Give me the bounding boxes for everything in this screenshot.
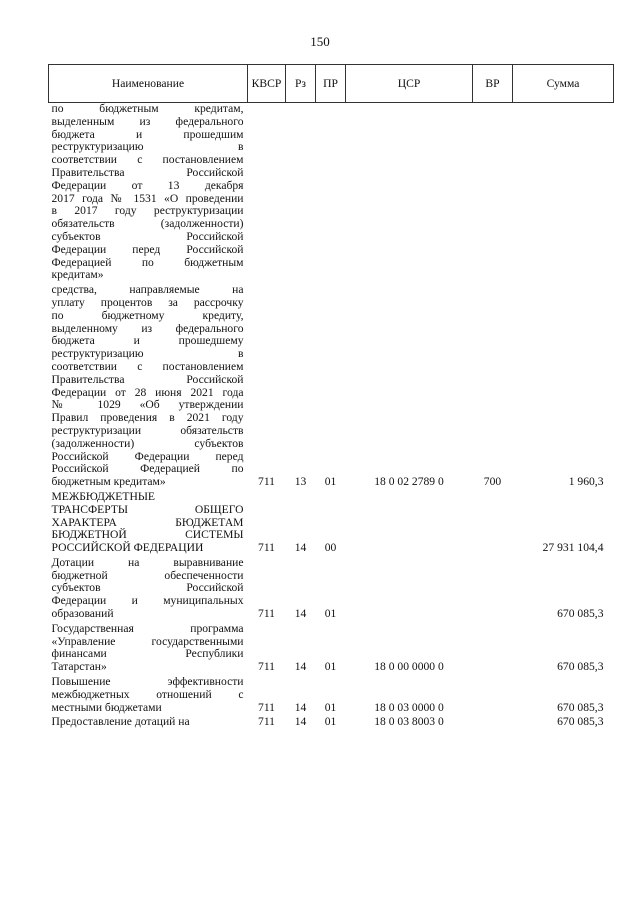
budget-table <box>48 64 614 731</box>
name-line: Российской Федерации перед <box>51 449 244 463</box>
name-line: 2017 года № 1531 «О проведении <box>51 191 244 205</box>
name-line: реструктуризацию в <box>51 347 244 361</box>
name-line: (задолженности) субъектов <box>51 436 244 450</box>
rz-cell: 14 <box>294 660 307 674</box>
kvsr-cell: 711 <box>258 715 275 729</box>
row-name <box>49 716 248 731</box>
name-line: Правительства Российской <box>51 372 244 386</box>
sum-cell: 670 085,3 <box>557 660 604 674</box>
page-number: 150 <box>310 34 330 49</box>
name-line: уплату процентов за рассрочку <box>51 295 244 309</box>
header-csr: ЦСР <box>346 65 473 103</box>
vr-cell <box>473 676 513 716</box>
vr-cell: 700 <box>483 475 502 489</box>
name-line: бюджета и прошедшему <box>51 334 244 348</box>
table-row <box>49 676 614 716</box>
name-line: РОССИЙСКОЙ ФЕДЕРАЦИИ <box>51 541 204 555</box>
csr-cell <box>346 491 473 557</box>
name-line: Федерации и муниципальных <box>51 594 244 608</box>
pr-cell: 01 <box>324 700 337 714</box>
name-line: Правил проведения в 2021 году <box>51 411 244 425</box>
table-row <box>49 284 614 491</box>
sum-cell: 670 085,3 <box>557 700 604 714</box>
kvsr-cell: 711 <box>258 475 275 489</box>
row-name <box>49 284 248 491</box>
name-line: обязательств (задолженности) <box>51 217 244 231</box>
vr-cell <box>473 623 513 676</box>
table-header-row <box>49 65 614 103</box>
name-line: по бюджетному кредиту, <box>51 308 244 322</box>
csr-cell: 18 0 02 2789 0 <box>374 475 444 489</box>
name-line: реструктуризацию в <box>51 140 244 154</box>
csr-cell <box>346 103 473 285</box>
name-line: БЮДЖЕТНОЙ СИСТЕМЫ <box>51 528 244 542</box>
pr-cell: 01 <box>324 660 337 674</box>
pr-cell <box>316 103 346 285</box>
name-line: МЕЖБЮДЖЕТНЫЕ <box>51 489 156 503</box>
vr-cell <box>473 103 513 285</box>
name-line: Федерации от 13 декабря <box>51 178 244 192</box>
name-line: ХАРАКТЕРА БЮДЖЕТАМ <box>51 515 244 529</box>
csr-cell <box>346 557 473 623</box>
pr-cell: 01 <box>324 715 337 729</box>
row-name <box>49 103 248 285</box>
name-line: Федерации перед Российской <box>51 242 244 256</box>
name-line: Дотации на выравнивание <box>51 555 244 569</box>
name-line: финансами Республики <box>51 647 244 661</box>
name-line: кредитам» <box>51 268 104 282</box>
sum-cell: 1 960,3 <box>568 475 604 489</box>
name-line: соответствии с постановлением <box>51 153 244 167</box>
name-line: Повышение эффективности <box>51 675 244 689</box>
csr-cell: 18 0 03 0000 0 <box>374 700 444 714</box>
name-line: бюджета и прошедшим <box>51 127 244 141</box>
row-name <box>49 623 248 676</box>
header-rz: Рз <box>286 65 316 103</box>
pr-cell: 01 <box>324 475 337 489</box>
header-name: Наименование <box>49 65 248 103</box>
rz-cell <box>286 103 316 285</box>
name-line: Предоставление дотаций на <box>51 715 190 729</box>
kvsr-cell <box>248 103 286 285</box>
name-line: выделенному из федерального <box>51 321 244 335</box>
name-line: Российской Федерацией по <box>51 462 244 476</box>
name-line: Федерацией по бюджетным <box>51 255 244 269</box>
row-name <box>49 491 248 557</box>
name-line: в 2017 году реструктуризации <box>51 204 244 218</box>
rz-cell: 13 <box>294 475 307 489</box>
rz-cell: 14 <box>294 607 307 621</box>
name-line: образований <box>51 607 114 621</box>
name-line: реструктуризации обязательств <box>51 423 244 437</box>
name-line: Правительства Российской <box>51 165 244 179</box>
name-line: «Управление государственными <box>51 634 244 648</box>
table-row <box>49 623 614 676</box>
header-pr: ПР <box>316 65 346 103</box>
rz-cell: 14 <box>294 700 307 714</box>
row-name <box>49 557 248 623</box>
vr-cell <box>473 557 513 623</box>
name-line: субъектов Российской <box>51 581 244 595</box>
sum-cell: 670 085,3 <box>557 715 604 729</box>
kvsr-cell: 711 <box>258 607 275 621</box>
table-row <box>49 103 614 285</box>
header-kvsr: КВСР <box>248 65 286 103</box>
sum-cell: 27 931 104,4 <box>542 541 604 555</box>
name-line: средства, направляемые на <box>51 283 244 297</box>
vr-cell <box>473 716 513 731</box>
table-row <box>49 557 614 623</box>
name-line: Государственная программа <box>51 621 244 635</box>
rz-cell: 14 <box>294 715 307 729</box>
sum-cell <box>513 103 614 285</box>
kvsr-cell: 711 <box>258 700 275 714</box>
kvsr-cell: 711 <box>258 541 275 555</box>
csr-cell: 18 0 03 8003 0 <box>374 715 444 729</box>
rz-cell: 14 <box>294 541 307 555</box>
header-sum: Сумма <box>513 65 614 103</box>
name-line: субъектов Российской <box>51 229 244 243</box>
name-line: соответствии с постановлением <box>51 359 244 373</box>
name-line: бюджетным кредитам» <box>51 475 166 489</box>
name-line: по бюджетным кредитам, <box>51 102 244 115</box>
name-line: местными бюджетами <box>51 700 162 714</box>
name-line: ТРАНСФЕРТЫ ОБЩЕГО <box>51 502 244 516</box>
header-vr: ВР <box>473 65 513 103</box>
name-line: Федерации от 28 июня 2021 года <box>51 385 244 399</box>
name-line: бюджетной обеспеченности <box>51 568 244 582</box>
name-line: Татарстан» <box>51 660 107 674</box>
pr-cell: 01 <box>324 607 337 621</box>
name-line: № 1029 «Об утверждении <box>51 398 244 412</box>
sum-cell: 670 085,3 <box>557 607 604 621</box>
kvsr-cell: 711 <box>258 660 275 674</box>
row-name <box>49 676 248 716</box>
table-row <box>49 491 614 557</box>
name-line: межбюджетных отношений с <box>51 687 244 701</box>
name-line: выделенным из федерального <box>51 114 244 128</box>
table-row <box>49 716 614 731</box>
csr-cell: 18 0 00 0000 0 <box>374 660 444 674</box>
vr-cell <box>473 491 513 557</box>
pr-cell: 00 <box>324 541 337 555</box>
